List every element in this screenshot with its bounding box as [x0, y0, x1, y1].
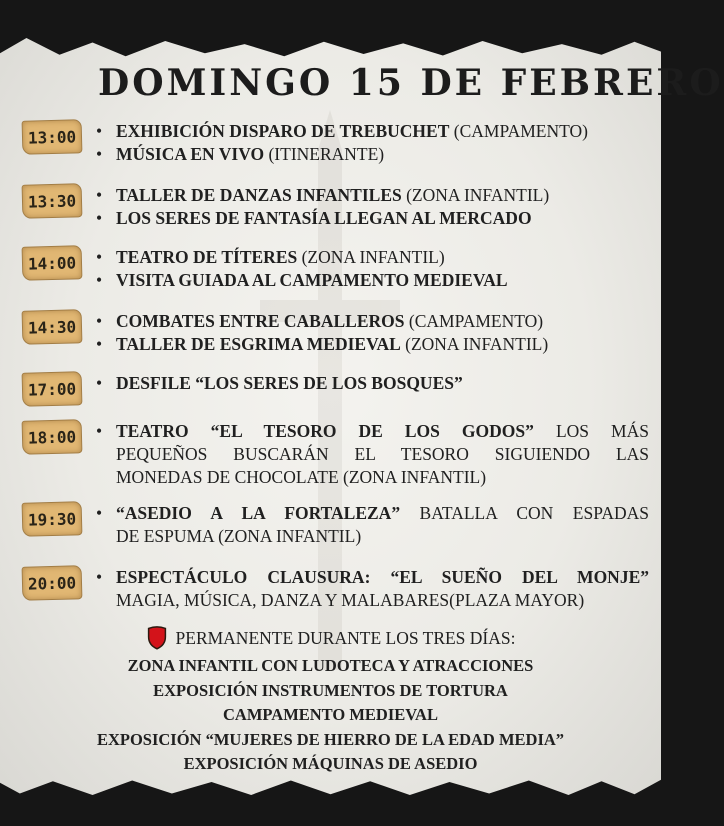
- bullet-icon: •: [96, 373, 103, 393]
- event-list: [94, 246, 649, 292]
- event-location: (ZONA INFANTIL): [401, 185, 550, 205]
- event-item: [94, 310, 649, 333]
- event-item: [94, 246, 649, 269]
- event-title: MÚSICA EN VIVO: [116, 144, 265, 164]
- time-badge: 13:30: [22, 183, 83, 219]
- event-list: [94, 566, 649, 612]
- bullet-icon: •: [96, 185, 103, 205]
- time-badge: 13:00: [22, 119, 83, 155]
- time-badge: 20:00: [22, 565, 83, 601]
- event-list: [94, 420, 649, 489]
- event-item: [94, 207, 649, 230]
- event-title: DESFILE “LOS SERES DE LOS BOSQUES”: [116, 373, 463, 393]
- permanent-item: EXPOSICIÓN “MUJERES DE HIERRO DE LA EDAD MEDIA”: [96, 729, 565, 749]
- time-badge: 17:00: [22, 371, 83, 407]
- event-location: BATALLA CON ESPADAS: [400, 503, 649, 523]
- event-item: [94, 566, 649, 589]
- event-title: COMBATES ENTRE CABALLEROS: [116, 311, 405, 331]
- event-location: LOS MÁS: [533, 421, 649, 441]
- event-item: [94, 269, 649, 292]
- permanent-item: EXPOSICIÓN MÁQUINAS DE ASEDIO: [183, 754, 478, 773]
- bullet-icon: •: [96, 121, 103, 141]
- event-location: (CAMPAMENTO): [449, 121, 588, 141]
- time-badge: 19:30: [22, 501, 83, 537]
- event-continuation: PEQUEÑOS BUSCARÁN EL TESORO SIGUIENDO LAS: [116, 444, 649, 464]
- title-text: DOMINGO 15 DE FEBRERO: [98, 62, 724, 104]
- event-title: VISITA GUIADA AL CAMPAMENTO MEDIEVAL: [116, 270, 508, 290]
- event-location: (CAMPAMENTO): [404, 311, 544, 331]
- event-continuation: MAGIA, MÚSICA, DANZA Y MALABARES(PLAZA MAYOR): [116, 590, 585, 610]
- event-item: [94, 143, 649, 166]
- event-title: TEATRO “EL TESORO DE LOS GODOS”: [116, 421, 534, 441]
- event-title: TALLER DE DANZAS INFANTILES: [116, 185, 402, 205]
- event-item: [94, 372, 649, 395]
- permanent-list: [0, 654, 661, 777]
- event-continuation: MONEDAS DE CHOCOLATE (ZONA INFANTIL): [116, 467, 487, 487]
- permanent-item: EXPOSICIÓN INSTRUMENTOS DE TORTURA: [153, 680, 508, 700]
- time-badge: 14:00: [22, 245, 83, 281]
- bullet-icon: •: [96, 208, 103, 228]
- event-location: (ZONA INFANTIL): [400, 334, 549, 354]
- bullet-icon: •: [96, 311, 103, 331]
- event-title: TALLER DE ESGRIMA MEDIEVAL: [116, 334, 401, 354]
- bullet-icon: •: [96, 144, 103, 164]
- event-title: ESPECTÁCULO CLAUSURA: “EL SUEÑO DEL MONJE”: [116, 567, 649, 587]
- permanent-item: CAMPAMENTO MEDIEVAL: [223, 705, 438, 724]
- event-item: [94, 333, 649, 356]
- event-title: “ASEDIO A LA FORTALEZA”: [116, 503, 401, 523]
- event-list: [94, 184, 649, 230]
- permanent-heading-text: PERMANENTE DURANTE LOS TRES DÍAS:: [175, 627, 516, 648]
- shield-icon: [146, 626, 168, 650]
- bullet-icon: •: [96, 421, 103, 441]
- bullet-icon: •: [96, 334, 103, 354]
- time-badge: 14:30: [22, 309, 83, 345]
- event-item: [94, 502, 649, 525]
- bullet-icon: •: [96, 247, 103, 267]
- bullet-icon: •: [96, 567, 103, 587]
- page-title: [88, 62, 724, 104]
- event-list: [94, 502, 649, 548]
- permanent-heading: [0, 626, 661, 650]
- event-list: [94, 120, 649, 166]
- bullet-icon: •: [96, 270, 103, 290]
- event-item: [94, 420, 649, 443]
- event-list: [94, 310, 649, 356]
- event-title: EXHIBICIÓN DISPARO DE TREBUCHET: [116, 121, 450, 141]
- event-list: [94, 372, 649, 395]
- event-item: [94, 184, 649, 207]
- permanent-item: ZONA INFANTIL CON LUDOTECA Y ATRACCIONES: [127, 656, 534, 675]
- time-badge: 18:00: [22, 419, 83, 455]
- event-item: [94, 120, 649, 143]
- event-continuation: DE ESPUMA (ZONA INFANTIL): [116, 526, 362, 546]
- event-title: TEATRO DE TÍTERES: [116, 247, 298, 267]
- event-title: LOS SERES DE FANTASÍA LLEGAN AL MERCADO: [116, 208, 532, 228]
- event-location: (ITINERANTE): [264, 144, 385, 164]
- bullet-icon: •: [96, 503, 103, 523]
- permanent-section: [0, 626, 661, 777]
- event-location: (ZONA INFANTIL): [297, 247, 445, 267]
